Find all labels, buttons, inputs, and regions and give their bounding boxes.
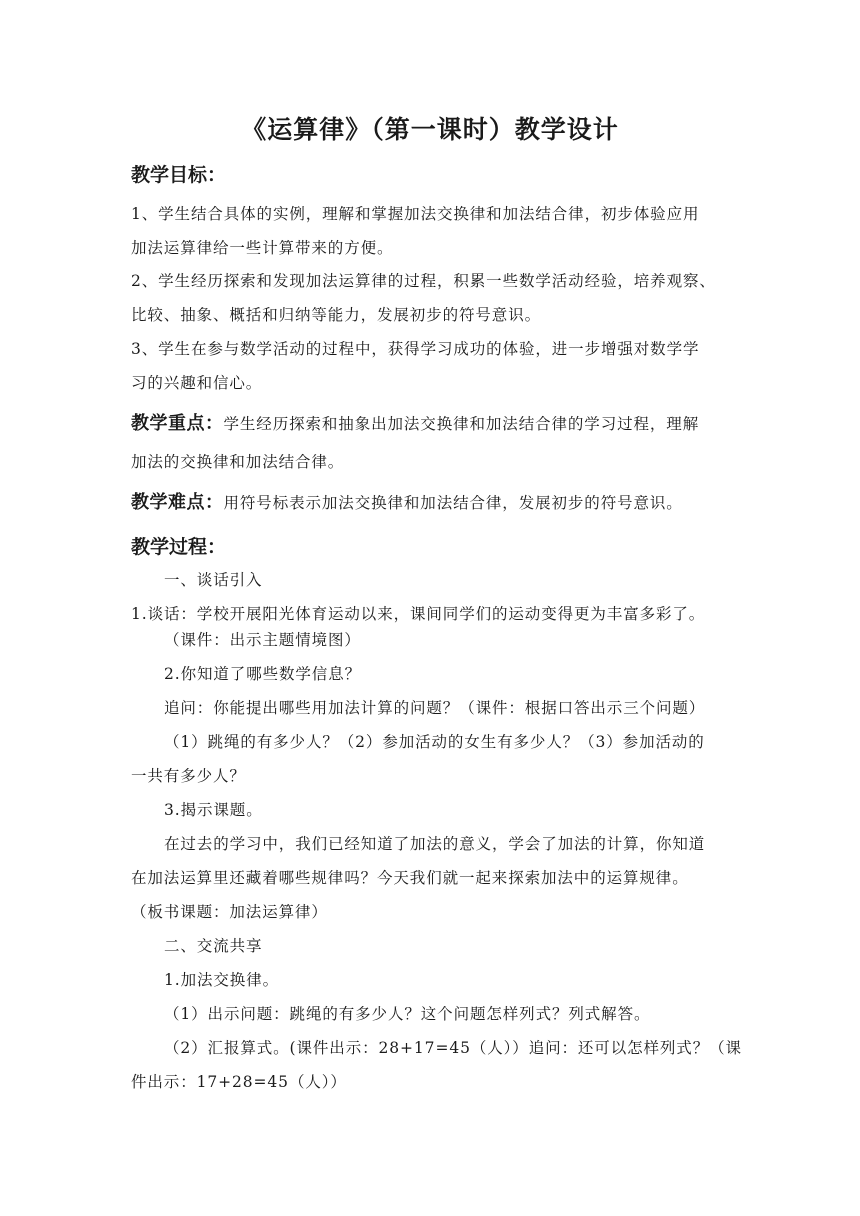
process-heading: 教学过程： <box>131 536 227 558</box>
process-line: 在过去的学习中，我们已经知道了加法的意义，学会了加法的计算，你知道 <box>164 835 706 853</box>
key-points-label: 教学重点： <box>131 413 224 434</box>
process-line: （1）跳绳的有多少人？（2）参加活动的女生有多少人？（3）参加活动的 <box>164 733 705 751</box>
objectives-line: 3、学生在参与数学活动的过程中，获得学习成功的体验，进一步增强对数学学 <box>131 340 700 358</box>
process-line: 3.揭示课题。 <box>164 801 263 819</box>
document-title: 《运算律》（第一课时）教学设计 <box>241 115 619 144</box>
process-line: （1）出示问题：跳绳的有多少人？这个问题怎样列式？列式解答。 <box>164 1005 651 1023</box>
section-heading: 二、交流共享 <box>164 937 263 955</box>
objectives-line: 习的兴趣和信心。 <box>131 374 263 392</box>
process-line: 追问：你能提出哪些用加法计算的问题？（课件：根据口答出示三个问题） <box>164 699 706 717</box>
process-line: 件出示：17+28=45（人）） <box>131 1073 347 1091</box>
process-line: 2.你知道了哪些数学信息？ <box>164 665 361 683</box>
process-line: 在加法运算里还藏着哪些规律吗？今天我们就一起来探索加法中的运算规律。 <box>131 869 689 887</box>
objectives-line: 加法运算律给一些计算带来的方便。 <box>131 239 394 257</box>
key-points-text: 学生经历探索和抽象出加法交换律和加法结合律的学习过程，理解 <box>223 415 700 433</box>
process-line: （板书课题：加法运算律） <box>131 903 328 921</box>
objectives-line: 1、学生结合具体的实例，理解和掌握加法交换律和加法结合律，初步体验应用 <box>131 205 700 223</box>
objectives-heading: 教学目标： <box>131 164 227 186</box>
difficulties-paragraph <box>131 488 683 514</box>
process-line: 1.加法交换律。 <box>164 971 279 989</box>
difficulties-text: 用符号标表示加法交换律和加法结合律，发展初步的符号意识。 <box>223 494 683 512</box>
key-points-line: 加法的交换律和加法结合律。 <box>131 453 345 471</box>
process-line: 1.谈话：学校开展阳光体育运动以来，课间同学们的运动变得更为丰富多彩了。 <box>131 605 706 623</box>
objectives-line: 2、学生经历探索和发现加法运算律的过程，积累一些数学活动经验，培养观察、 <box>131 272 716 290</box>
difficulties-label: 教学难点： <box>131 492 224 513</box>
key-points-paragraph <box>131 409 699 435</box>
section-heading: 一、谈话引入 <box>164 571 263 589</box>
process-line: （课件：出示主题情境图） <box>164 631 361 649</box>
objectives-line: 比较、抽象、概括和归纳等能力，发展初步的符号意识。 <box>131 306 542 324</box>
process-line: 一共有多少人？ <box>131 767 246 785</box>
process-line: （2）汇报算式。(课件出示：28+17=45（人））追问：还可以怎样列式？（课 <box>164 1039 742 1057</box>
